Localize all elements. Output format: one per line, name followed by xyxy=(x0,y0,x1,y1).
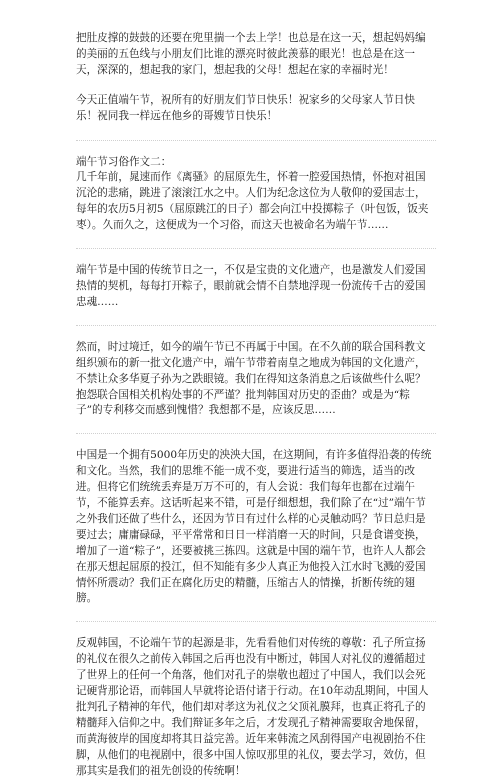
spacer xyxy=(76,326,436,340)
spacer xyxy=(76,434,436,448)
spacer xyxy=(76,141,436,155)
spacer xyxy=(76,79,436,93)
spacer xyxy=(76,234,436,248)
paragraph-intro: 把肚皮撑的鼓鼓的还要在兜里揣一个去上学！也总是在这一天，想起妈妈编的美丽的五色线与小朋友们比谁的漂亮时彼此羡慕的眼光！也总是在这一天，深深的，想起我的家门，想起我的父母！想起在家的幸福时光！ xyxy=(76,32,426,76)
paragraph-history: 几千年前，晁速而作《离骚》的屈原先生，怀着一腔爱国热情，怀抱对祖国沉沦的悲痛，跳进了滚滚江水之中。人们为纪念这位为人敬仰的爱国志士，每年的农历5月初5（屈原跳江的日子）都会向江中投掷粽子（叶包饭，饭夹枣）。久而久之，这便成为一个习俗，而这天也被命名为端午节…… xyxy=(76,171,429,232)
paragraph-china: 中国是一个拥有5000年历史的泱泱大国，在这期间，有许多值得沿袭的传统和文化。当然，我们的思维不能一成不变，要进行适当的筛选，适当的改进。但将它们统统丢弃是万万不可的，有人会说：我们每年也都在过端午节，不能算丢弃。这话听起来不错，可是仔细想想，我们除了在“过”端午节之外我们还做了些什么，还因为节日有过什么样的心灵触动吗？节日总归是要过去；庸庸碌碌，平平常常和日日一样消磨一天的时间，只是食谱变换，增加了一道“粽子”，还要被挑三拣四。这就是中国的端午节，也许人人都会在那天想起屈原的投江，但不知能有多少人真正为他投入江水时飞溅的爱国情怀所震动？我们正在腐化历史的精髓，压缩古人的情操，折断传统的翅膀。 xyxy=(76,449,432,605)
paragraph-tradition: 端午节是中国的传统节日之一，不仅是宝贵的文化遗产，也是激发人们爱国热情的契机，每每打开粽子，眼前就会情不自禁地浮现一份流传千古的爱国忠魂…… xyxy=(76,264,426,308)
document-body xyxy=(76,31,436,780)
spacer xyxy=(76,249,436,263)
spacer xyxy=(76,607,436,621)
spacer xyxy=(76,419,436,433)
paragraph-heritage: 然而，时过境迁，如今的端午节已不再属于中国。在不久前的联合国科教文组织颁布的新一批文化遗产中，端午节带着南皇之地成为韩国的文化遗产，不禁让众多华夏子孙为之跌眼镜。我们在得知这条消息之后该做些什么呢？抱怨联合国相关机构处事的不严谨？批判韩国对历史的歪曲？或是为“粽子”的专利移交而感到愧惜？我想都不是，应该反思…… xyxy=(76,340,426,417)
paragraph-korea: 反观韩国，不论端午节的起源是非，先看看他们对传统的尊敬：孔子所宣扬的礼仪在很久之前传入韩国之后再也没有中断过，韩国人对礼仪的遵循超过了世界上的任何一个角落，他们对孔子的崇敬也超过了中国人，我们以会死记硬背那论语，而韩国人早就将论语付诸于行动。在10年动乱期间，中国人批判孔子精神的年代，他们却对孝这为礼仪之父顶礼膜拜，也真正将孔子的精髓拜入信仰之中。我们辩证多年之后，才发现孔子精神需要取舍地保留，而黄海彼岸的国度却将其日益完善。近年来韩流之风刮得国产电视剧抬不住脚，从他们的电视剧中，很多中国人惊叹那里的礼仪，要去学习，效仿，但那其实是我们的祖先创设的传统啊！ xyxy=(76,637,429,777)
spacer xyxy=(76,311,436,325)
paragraph-greeting: 今天正值端午节，祝所有的好朋友们节日快乐！祝家乡的父母家人节日快乐！祝同我一样远在他乡的哥嫂节日快乐！ xyxy=(76,93,415,122)
section-heading: 端午节习俗作文二： xyxy=(76,155,172,168)
spacer xyxy=(76,125,436,140)
spacer xyxy=(76,622,436,636)
